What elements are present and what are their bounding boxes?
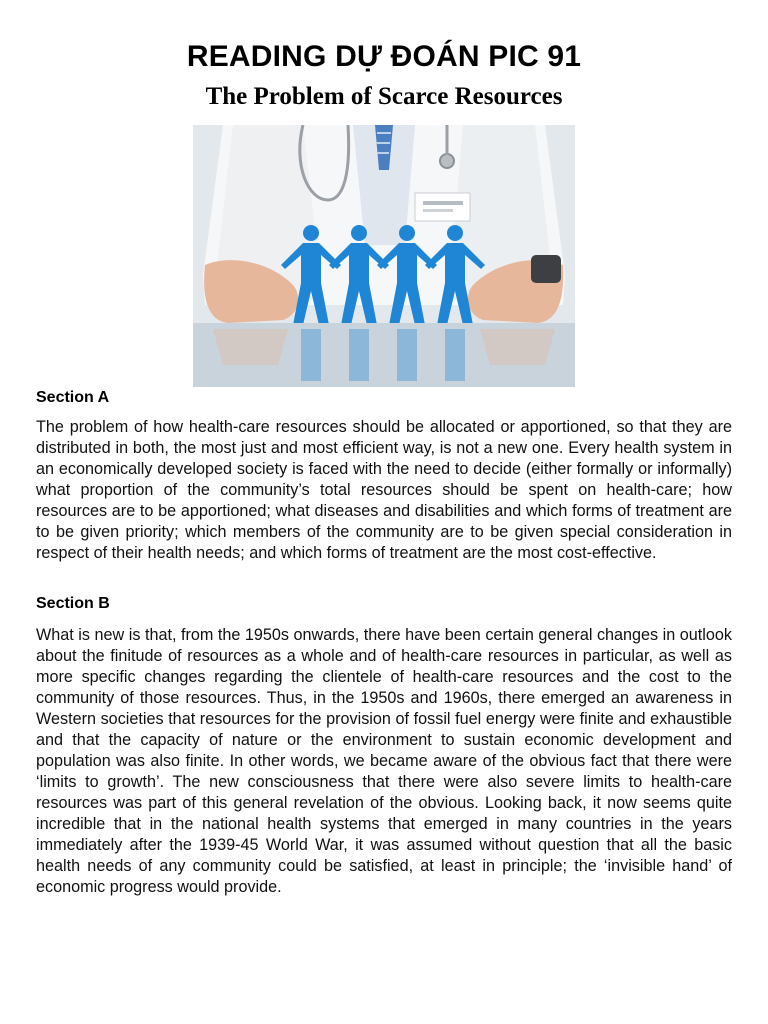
doctor-with-paper-people-chain-image [193,125,575,387]
section-a-heading: Section A [36,389,110,406]
page-title: READING DỰ ĐOÁN PIC 91 [186,40,582,73]
section-b-heading: Section B [36,595,110,612]
section-a-paragraph: The problem of how health-care resources should be allocated or apportioned, so that they are distributed in both, the most just and most efficient way, is not a new one. Every health system in an economically developed society is faced with the need to decide (either formally or informally) what proportion of the community’s total resources should be spent on health-care; how resources are to be apportioned; what diseases and disabilities and which forms of treatment are to be given priority; which members of the community are to be given special consideration in respect of their health needs; and which forms of treatment are the most cost-effective. [36,418,732,562]
article-title: The Problem of Scarce Resources [205,83,563,110]
section-b-paragraph: What is new is that, from the 1950s onwards, there have been certain general changes in outlook about the finitude of resources as a whole and of health-care resources in particular, as well as more specific changes regarding the clientele of health-care resources and the cost to the community of those resources. Thus, in the 1950s and 1960s, there emerged an awareness in Western societies that resources for the provision of fossil fuel energy were finite and exhaustible and that the capacity of nature or the environment to sustain economic development and population was also finite. In other words, we became aware of the obvious fact that there were ‘limits to growth’. The new consciousness that there were also severe limits to health-care resources was part of this general revelation of the obvious. Looking back, it now seems quite incredible that in the national health systems that emerged in many countries in the years immediately after the 1939-45 World War, it was assumed without question that all the basic health needs of any community could be satisfied, at least in principle; the ‘invisible hand’ of economic progress would provide. [36,626,732,896]
